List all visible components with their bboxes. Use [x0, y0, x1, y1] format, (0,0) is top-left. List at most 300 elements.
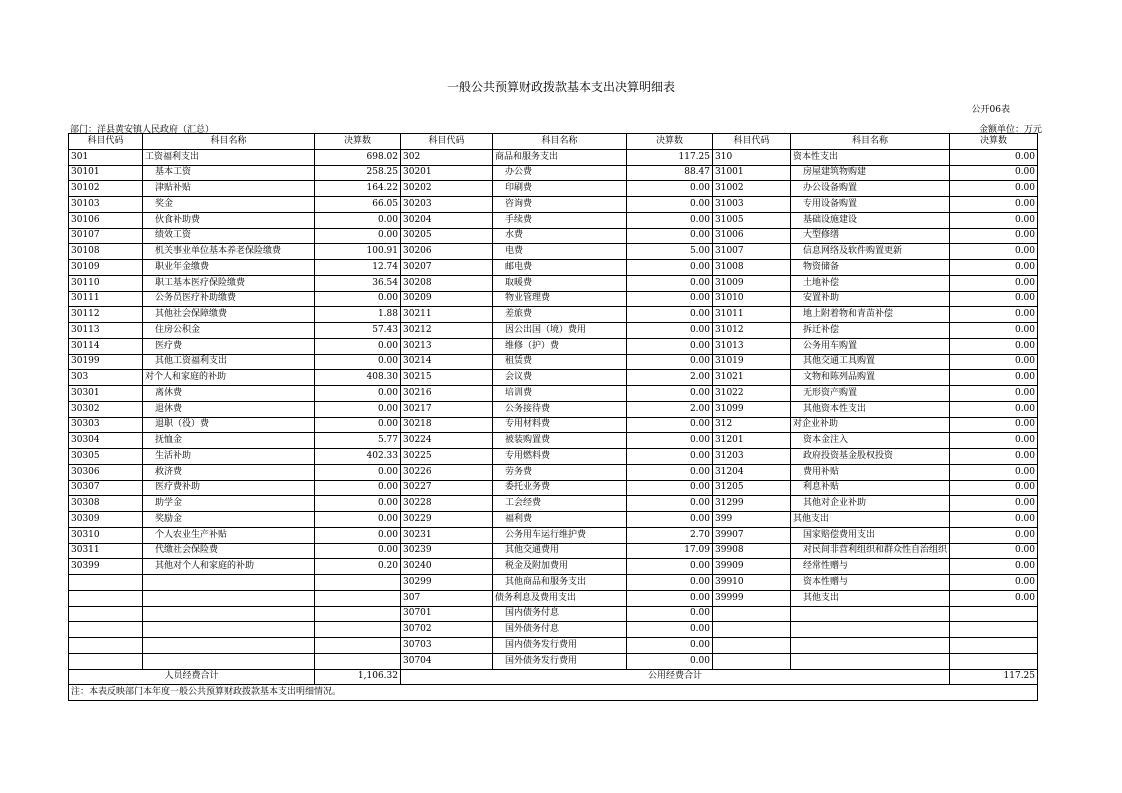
subject-name-cell: 其他对企业补助	[791, 496, 950, 512]
subject-amount-cell: 0.00	[627, 512, 713, 528]
subject-amount-cell: 0.00	[627, 480, 713, 496]
subject-name-cell	[791, 606, 950, 622]
subject-name-cell: 其他支出	[791, 590, 950, 606]
table-row	[69, 354, 1038, 370]
subject-name-cell: 福利费	[493, 512, 627, 528]
subject-name-cell: 其他交通工具购置	[791, 354, 950, 370]
subject-code-cell: 310	[713, 149, 791, 165]
subject-code-cell: 30208	[401, 275, 493, 291]
subject-code-cell	[69, 638, 143, 654]
subject-amount-cell: 0.00	[627, 575, 713, 591]
subject-name-cell: 土地补偿	[791, 275, 950, 291]
subject-amount-cell	[315, 638, 401, 654]
table-row	[69, 228, 1038, 244]
subject-amount-cell: 0.00	[950, 181, 1038, 197]
subject-amount-cell: 0.00	[627, 606, 713, 622]
subject-amount-cell: 5.77	[315, 433, 401, 449]
subject-code-cell: 31001	[713, 165, 791, 181]
subject-name-cell: 安置补助	[791, 291, 950, 307]
public-total-label: 公用经费合计	[401, 669, 950, 685]
subject-name-cell: 专用燃料费	[493, 449, 627, 465]
note-row	[69, 685, 1038, 701]
subject-name-cell: 物资储备	[791, 260, 950, 276]
subject-amount-cell: 1.88	[315, 307, 401, 323]
subject-code-cell: 30224	[401, 433, 493, 449]
subject-name-cell: 医疗费	[143, 338, 315, 354]
subject-amount-cell: 57.43	[315, 323, 401, 339]
subject-name-cell: 救济费	[143, 464, 315, 480]
subject-amount-cell: 0.00	[627, 559, 713, 575]
subject-code-cell: 31022	[713, 386, 791, 402]
subject-code-cell: 30207	[401, 260, 493, 276]
table-row	[69, 386, 1038, 402]
subject-amount-cell: 0.00	[315, 212, 401, 228]
subject-amount-cell: 0.00	[315, 386, 401, 402]
subject-name-cell	[791, 638, 950, 654]
subject-amount-cell: 164.22	[315, 181, 401, 197]
subject-name-cell: 绩效工资	[143, 228, 315, 244]
subject-name-cell: 对个人和家庭的补助	[143, 370, 315, 386]
subject-amount-cell	[950, 622, 1038, 638]
subject-code-cell: 302	[401, 149, 493, 165]
subject-code-cell: 31205	[713, 480, 791, 496]
subject-code-cell: 30206	[401, 244, 493, 260]
subject-amount-cell: 698.02	[315, 149, 401, 165]
subject-code-cell: 30240	[401, 559, 493, 575]
subject-amount-cell: 66.05	[315, 197, 401, 213]
subject-amount-cell: 0.00	[627, 323, 713, 339]
subject-code-cell: 30227	[401, 480, 493, 496]
subject-name-cell: 其他资本性支出	[791, 401, 950, 417]
subject-amount-cell	[950, 653, 1038, 669]
subject-code-cell: 39907	[713, 527, 791, 543]
subject-name-cell: 邮电费	[493, 260, 627, 276]
subject-code-cell: 30108	[69, 244, 143, 260]
subject-code-cell: 30701	[401, 606, 493, 622]
subject-name-cell: 物业管理费	[493, 291, 627, 307]
public-total-value: 117.25	[950, 669, 1038, 685]
subject-amount-cell: 12.74	[315, 260, 401, 276]
subject-name-cell: 债务利息及费用支出	[493, 590, 627, 606]
subject-amount-cell: 0.00	[627, 291, 713, 307]
subject-code-cell: 399	[713, 512, 791, 528]
subject-code-cell	[69, 606, 143, 622]
column-header: 科目名称	[791, 134, 950, 150]
subject-amount-cell: 0.00	[627, 496, 713, 512]
subject-code-cell: 30229	[401, 512, 493, 528]
subject-amount-cell: 0.00	[950, 307, 1038, 323]
subject-name-cell: 代缴社会保险费	[143, 543, 315, 559]
subject-amount-cell: 88.47	[627, 165, 713, 181]
subject-code-cell: 30239	[401, 543, 493, 559]
subject-code-cell: 31003	[713, 197, 791, 213]
subject-name-cell: 职业年金缴费	[143, 260, 315, 276]
table-row	[69, 370, 1038, 386]
table-row	[69, 559, 1038, 575]
subject-name-cell: 地上附着物和青苗补偿	[791, 307, 950, 323]
table-row	[69, 575, 1038, 591]
subject-code-cell: 30308	[69, 496, 143, 512]
subject-code-cell: 31008	[713, 260, 791, 276]
subject-name-cell: 伙食补助费	[143, 212, 315, 228]
subject-code-cell: 30212	[401, 323, 493, 339]
subject-code-cell: 30216	[401, 386, 493, 402]
subject-name-cell: 其他对个人和家庭的补助	[143, 559, 315, 575]
subject-code-cell: 30226	[401, 464, 493, 480]
subject-name-cell: 利息补贴	[791, 480, 950, 496]
subject-name-cell: 其他工资福利支出	[143, 354, 315, 370]
subject-code-cell: 30107	[69, 228, 143, 244]
column-header: 科目代码	[401, 134, 493, 150]
subject-name-cell: 专用材料费	[493, 417, 627, 433]
subject-code-cell: 31203	[713, 449, 791, 465]
subject-name-cell: 基础设施建设	[791, 212, 950, 228]
subject-code-cell: 30112	[69, 307, 143, 323]
subject-amount-cell: 0.00	[627, 197, 713, 213]
subject-name-cell	[143, 638, 315, 654]
subject-name-cell: 资本性支出	[791, 149, 950, 165]
subject-name-cell: 租赁费	[493, 354, 627, 370]
subject-amount-cell: 0.00	[315, 354, 401, 370]
column-header: 决算数	[315, 134, 401, 150]
subject-amount-cell: 0.00	[950, 480, 1038, 496]
table-row	[69, 543, 1038, 559]
subject-amount-cell: 0.00	[950, 575, 1038, 591]
subject-name-cell: 助学金	[143, 496, 315, 512]
subject-amount-cell: 0.00	[627, 228, 713, 244]
table-row	[69, 590, 1038, 606]
table-row	[69, 464, 1038, 480]
subject-code-cell: 30114	[69, 338, 143, 354]
table-row	[69, 480, 1038, 496]
table-row	[69, 165, 1038, 181]
subject-name-cell	[143, 575, 315, 591]
table-row	[69, 323, 1038, 339]
subject-code-cell: 30110	[69, 275, 143, 291]
subject-amount-cell: 0.20	[315, 559, 401, 575]
subject-amount-cell: 0.00	[627, 260, 713, 276]
subject-code-cell: 30203	[401, 197, 493, 213]
subject-name-cell: 基本工资	[143, 165, 315, 181]
subject-name-cell: 退休费	[143, 401, 315, 417]
subject-amount-cell: 0.00	[627, 354, 713, 370]
subject-name-cell: 对企业补助	[791, 417, 950, 433]
subject-amount-cell: 0.00	[950, 512, 1038, 528]
subject-code-cell: 30217	[401, 401, 493, 417]
subject-amount-cell: 100.91	[315, 244, 401, 260]
subject-name-cell: 差旅费	[493, 307, 627, 323]
table-row	[69, 433, 1038, 449]
table-row	[69, 197, 1038, 213]
subject-name-cell	[143, 622, 315, 638]
subject-name-cell: 会议费	[493, 370, 627, 386]
subject-name-cell: 医疗费补助	[143, 480, 315, 496]
subject-code-cell: 30218	[401, 417, 493, 433]
subject-name-cell: 公务用车运行维护费	[493, 527, 627, 543]
subject-code-cell: 31021	[713, 370, 791, 386]
subject-name-cell: 培训费	[493, 386, 627, 402]
subject-name-cell: 办公设备购置	[791, 181, 950, 197]
document-title: 一般公共预算财政拨款基本支出决算明细表	[446, 80, 675, 94]
subject-code-cell: 30305	[69, 449, 143, 465]
subject-amount-cell: 402.33	[315, 449, 401, 465]
subject-amount-cell: 0.00	[627, 212, 713, 228]
subject-code-cell: 307	[401, 590, 493, 606]
subject-code-cell: 31099	[713, 401, 791, 417]
subject-amount-cell: 0.00	[315, 496, 401, 512]
subject-amount-cell: 0.00	[627, 275, 713, 291]
subject-code-cell: 30102	[69, 181, 143, 197]
subject-amount-cell: 0.00	[315, 464, 401, 480]
subject-code-cell: 30311	[69, 543, 143, 559]
table-number: 公开06表	[971, 105, 1010, 115]
subject-amount-cell: 17.09	[627, 543, 713, 559]
subject-name-cell: 其他社会保障缴费	[143, 307, 315, 323]
subject-name-cell: 被装购置费	[493, 433, 627, 449]
table-row	[69, 496, 1038, 512]
subject-amount-cell: 0.00	[627, 464, 713, 480]
subject-amount-cell: 0.00	[627, 417, 713, 433]
subject-amount-cell	[315, 590, 401, 606]
subject-code-cell: 39999	[713, 590, 791, 606]
subject-code-cell: 30209	[401, 291, 493, 307]
subject-code-cell: 30309	[69, 512, 143, 528]
subject-amount-cell: 0.00	[950, 386, 1038, 402]
subject-amount-cell: 0.00	[627, 386, 713, 402]
subject-name-cell: 其他商品和服务支出	[493, 575, 627, 591]
table-row	[69, 512, 1038, 528]
subject-code-cell: 30214	[401, 354, 493, 370]
table-row	[69, 181, 1038, 197]
subject-code-cell: 30225	[401, 449, 493, 465]
subject-amount-cell: 0.00	[315, 417, 401, 433]
subject-name-cell: 生活补助	[143, 449, 315, 465]
subject-amount-cell: 0.00	[950, 543, 1038, 559]
subject-amount-cell: 0.00	[315, 401, 401, 417]
subject-amount-cell: 0.00	[627, 622, 713, 638]
column-header: 科目名称	[143, 134, 315, 150]
subject-name-cell: 资本性赠与	[791, 575, 950, 591]
subject-amount-cell: 0.00	[315, 338, 401, 354]
subject-amount-cell	[315, 653, 401, 669]
subject-amount-cell: 258.25	[315, 165, 401, 181]
subject-code-cell	[713, 606, 791, 622]
subject-code-cell: 30111	[69, 291, 143, 307]
subject-amount-cell: 0.00	[627, 433, 713, 449]
subject-name-cell: 国内债务发行费用	[493, 638, 627, 654]
subject-amount-cell: 0.00	[627, 181, 713, 197]
subject-amount-cell	[315, 575, 401, 591]
subject-amount-cell: 0.00	[950, 590, 1038, 606]
subject-code-cell: 31007	[713, 244, 791, 260]
subject-amount-cell	[950, 638, 1038, 654]
table-note: 注：本表反映部门本年度一般公共预算财政拨款基本支出明细情况。	[69, 685, 1038, 701]
subject-amount-cell: 2.00	[627, 401, 713, 417]
subject-name-cell: 政府投资基金股权投资	[791, 449, 950, 465]
table-row	[69, 622, 1038, 638]
subject-code-cell: 30306	[69, 464, 143, 480]
subject-code-cell: 30106	[69, 212, 143, 228]
subject-code-cell: 30399	[69, 559, 143, 575]
subject-name-cell: 机关事业单位基本养老保险缴费	[143, 244, 315, 260]
subject-name-cell: 因公出国（境）费用	[493, 323, 627, 339]
subject-code-cell: 30205	[401, 228, 493, 244]
subject-code-cell: 30304	[69, 433, 143, 449]
subject-name-cell: 信息网络及软件购置更新	[791, 244, 950, 260]
subject-amount-cell: 0.00	[950, 370, 1038, 386]
subject-name-cell: 工资福利支出	[143, 149, 315, 165]
table-row	[69, 638, 1038, 654]
expenditure-detail-table	[68, 133, 1038, 701]
subject-code-cell: 30702	[401, 622, 493, 638]
subject-amount-cell: 0.00	[950, 496, 1038, 512]
subject-amount-cell: 0.00	[315, 512, 401, 528]
subject-name-cell: 费用补贴	[791, 464, 950, 480]
subject-name-cell: 大型修缮	[791, 228, 950, 244]
subject-code-cell: 39910	[713, 575, 791, 591]
subject-amount-cell: 0.00	[627, 338, 713, 354]
subject-name-cell: 办公费	[493, 165, 627, 181]
table-row	[69, 338, 1038, 354]
subject-name-cell: 维修（护）费	[493, 338, 627, 354]
subject-name-cell: 税金及附加费用	[493, 559, 627, 575]
subject-code-cell: 30228	[401, 496, 493, 512]
subject-name-cell: 电费	[493, 244, 627, 260]
column-header: 科目代码	[713, 134, 791, 150]
subject-code-cell: 30307	[69, 480, 143, 496]
subject-amount-cell: 0.00	[950, 165, 1038, 181]
subject-code-cell: 31006	[713, 228, 791, 244]
table-row	[69, 653, 1038, 669]
subject-name-cell: 无形资产购置	[791, 386, 950, 402]
subject-amount-cell: 0.00	[627, 307, 713, 323]
subject-code-cell: 30299	[401, 575, 493, 591]
subject-code-cell: 30302	[69, 401, 143, 417]
subject-amount-cell: 0.00	[627, 653, 713, 669]
subject-code-cell	[713, 653, 791, 669]
subject-code-cell	[69, 590, 143, 606]
subject-amount-cell: 0.00	[627, 638, 713, 654]
table-row	[69, 212, 1038, 228]
subject-amount-cell: 0.00	[315, 527, 401, 543]
subject-amount-cell: 0.00	[950, 527, 1038, 543]
subject-name-cell: 专用设备购置	[791, 197, 950, 213]
subject-amount-cell: 2.00	[627, 370, 713, 386]
amount-unit-label: 金额单位：万元	[978, 125, 1042, 135]
subject-code-cell: 30310	[69, 527, 143, 543]
subject-name-cell: 工会经费	[493, 496, 627, 512]
subject-name-cell: 商品和服务支出	[493, 149, 627, 165]
subject-code-cell: 30211	[401, 307, 493, 323]
subject-code-cell	[69, 653, 143, 669]
subject-name-cell: 国内债务付息	[493, 606, 627, 622]
subject-name-cell	[143, 590, 315, 606]
totals-row	[69, 669, 1038, 685]
subject-amount-cell: 0.00	[950, 244, 1038, 260]
subject-amount-cell: 0.00	[315, 480, 401, 496]
subject-amount-cell	[950, 606, 1038, 622]
table-row	[69, 417, 1038, 433]
subject-amount-cell: 0.00	[315, 291, 401, 307]
subject-code-cell: 30202	[401, 181, 493, 197]
subject-code-cell: 39908	[713, 543, 791, 559]
table-body	[69, 149, 1038, 669]
subject-name-cell: 资本金注入	[791, 433, 950, 449]
subject-code-cell: 31299	[713, 496, 791, 512]
column-header: 科目名称	[493, 134, 627, 150]
subject-name-cell: 公务接待费	[493, 401, 627, 417]
subject-amount-cell: 0.00	[315, 543, 401, 559]
column-header: 决算数	[627, 134, 713, 150]
subject-amount-cell: 0.00	[950, 291, 1038, 307]
subject-code-cell: 30204	[401, 212, 493, 228]
subject-code-cell	[713, 638, 791, 654]
subject-code-cell: 30213	[401, 338, 493, 354]
subject-amount-cell: 0.00	[950, 275, 1038, 291]
subject-amount-cell	[315, 622, 401, 638]
subject-code-cell	[69, 622, 143, 638]
subject-amount-cell: 0.00	[315, 228, 401, 244]
subject-name-cell: 手续费	[493, 212, 627, 228]
subject-amount-cell: 117.25	[627, 149, 713, 165]
subject-code-cell: 303	[69, 370, 143, 386]
subject-name-cell: 委托业务费	[493, 480, 627, 496]
subject-code-cell: 30103	[69, 197, 143, 213]
subject-name-cell	[143, 653, 315, 669]
subject-name-cell: 拆迁补偿	[791, 323, 950, 339]
subject-amount-cell: 0.00	[950, 449, 1038, 465]
subject-name-cell: 公务用车购置	[791, 338, 950, 354]
subject-code-cell: 39909	[713, 559, 791, 575]
table-row	[69, 527, 1038, 543]
subject-name-cell: 津贴补贴	[143, 181, 315, 197]
subject-code-cell: 31002	[713, 181, 791, 197]
subject-code-cell: 31009	[713, 275, 791, 291]
subject-code-cell	[713, 622, 791, 638]
personnel-total-value: 1,106.32	[315, 669, 401, 685]
subject-amount-cell: 0.00	[627, 590, 713, 606]
table-row	[69, 606, 1038, 622]
subject-code-cell: 31201	[713, 433, 791, 449]
subject-code-cell: 30113	[69, 323, 143, 339]
subject-amount-cell: 0.00	[950, 260, 1038, 276]
subject-name-cell: 其他交通费用	[493, 543, 627, 559]
personnel-total-label: 人员经费合计	[69, 669, 315, 685]
table-row	[69, 307, 1038, 323]
table-row	[69, 401, 1038, 417]
subject-code-cell: 31019	[713, 354, 791, 370]
subject-amount-cell: 2.70	[627, 527, 713, 543]
subject-code-cell: 30231	[401, 527, 493, 543]
subject-code-cell: 30101	[69, 165, 143, 181]
subject-name-cell: 离休费	[143, 386, 315, 402]
subject-name-cell: 国外债务付息	[493, 622, 627, 638]
subject-code-cell: 31011	[713, 307, 791, 323]
subject-amount-cell: 0.00	[950, 354, 1038, 370]
subject-amount-cell: 0.00	[950, 433, 1038, 449]
subject-code-cell	[69, 575, 143, 591]
subject-name-cell: 住房公积金	[143, 323, 315, 339]
table-row	[69, 244, 1038, 260]
subject-name-cell: 国外债务发行费用	[493, 653, 627, 669]
subject-amount-cell: 0.00	[627, 449, 713, 465]
table-row	[69, 149, 1038, 165]
subject-amount-cell: 0.00	[950, 149, 1038, 165]
subject-name-cell	[791, 653, 950, 669]
subject-amount-cell: 0.00	[950, 464, 1038, 480]
subject-name-cell: 国家赔偿费用支出	[791, 527, 950, 543]
subject-amount-cell: 0.00	[950, 228, 1038, 244]
